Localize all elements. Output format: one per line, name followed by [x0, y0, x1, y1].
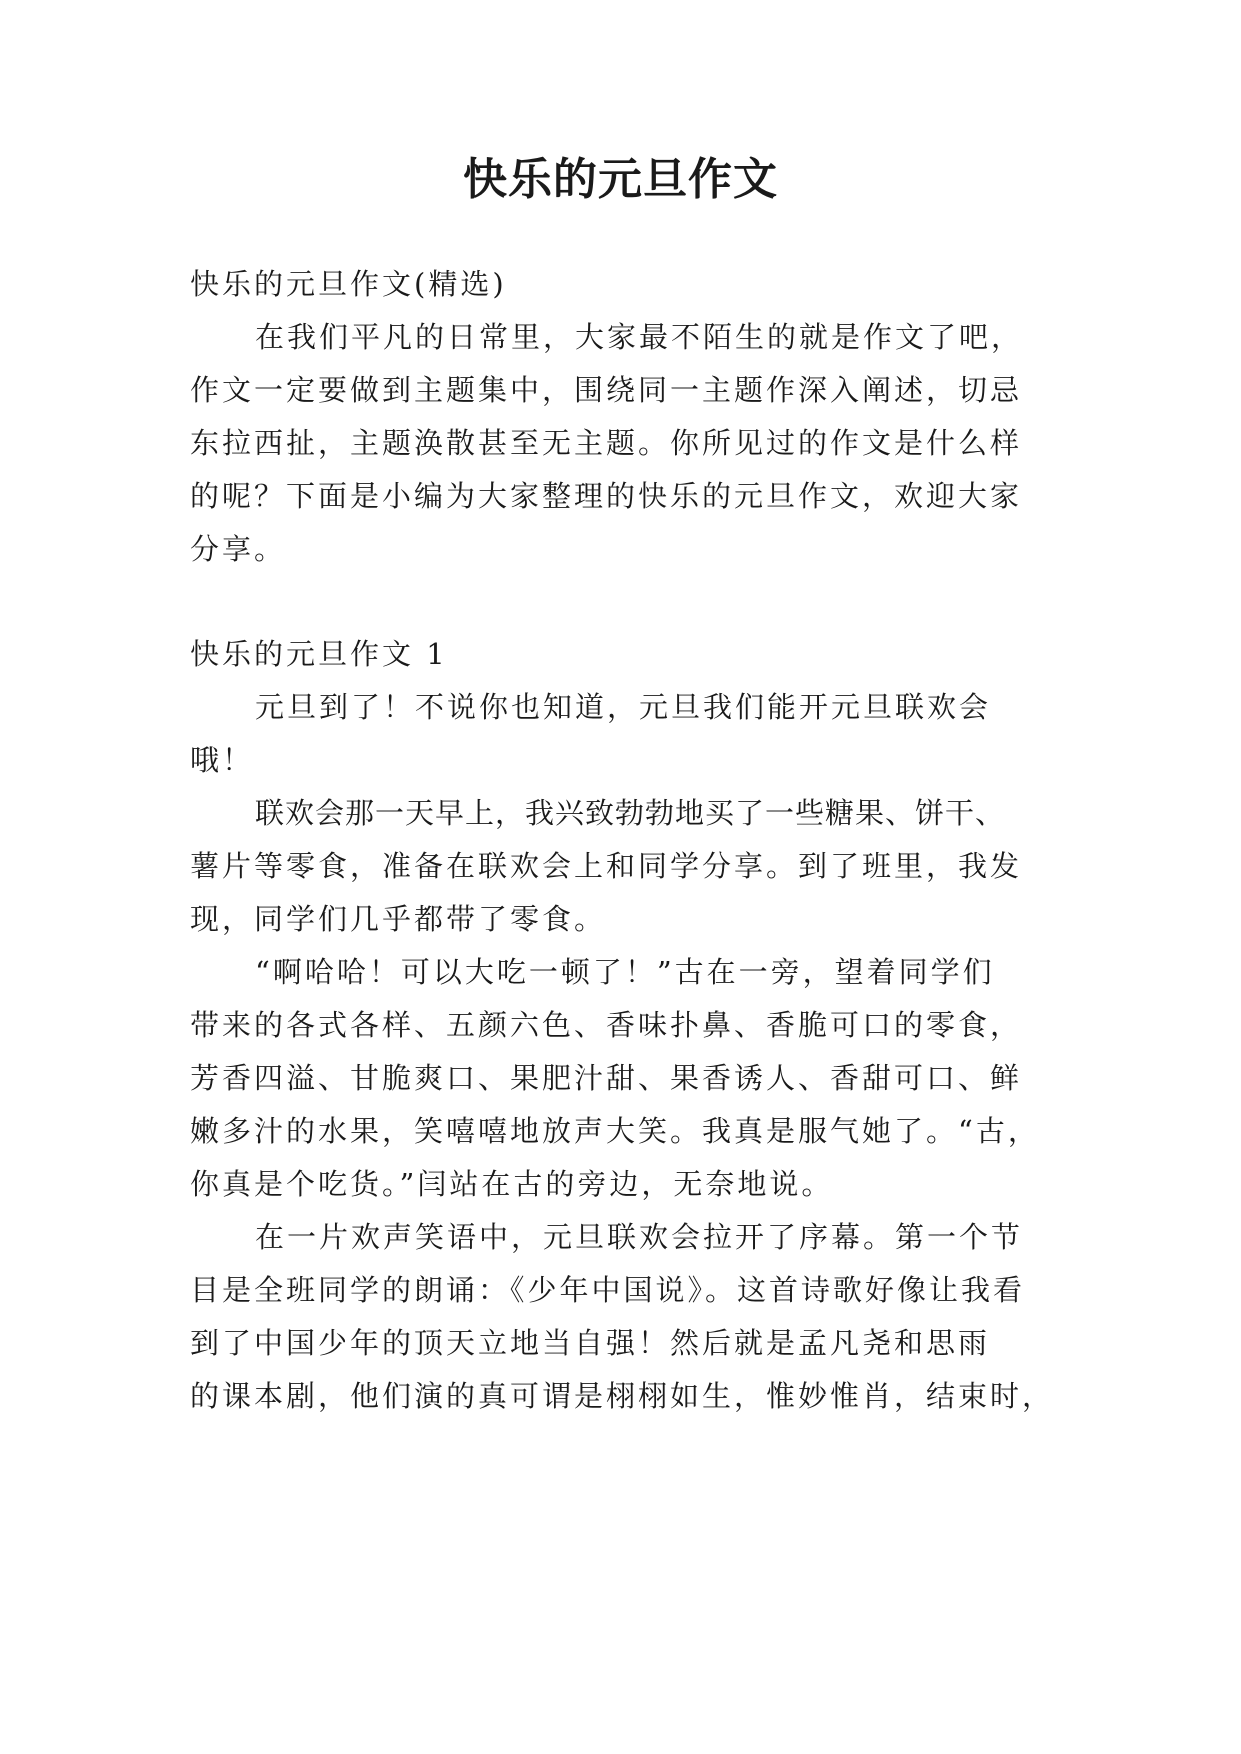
paragraph-line: 你真是个吃货。”闫站在古的旁边，无奈地说。: [190, 1167, 834, 1201]
paragraph-line: 的课本剧，他们演的真可谓是栩栩如生，惟妙惟肖，结束时，: [190, 1379, 1055, 1413]
paragraph-line: 嫩多汁的水果，笑嘻嘻地放声大笑。我真是服气她了。“古，: [190, 1114, 1040, 1148]
paragraph-line: 东拉西扯，主题涣散甚至无主题。你所见过的作文是什么样: [190, 426, 1023, 460]
paragraph-line: 带来的各式各样、五颜六色、香味扑鼻、香脆可口的零食，: [190, 1008, 1023, 1042]
paragraph-line: 目是全班同学的朗诵：《少年中国说》。这首诗歌好像让我看: [190, 1273, 1026, 1307]
section-heading: 快乐的元旦作文 1: [190, 637, 448, 671]
paragraph-line: 分享。: [190, 532, 287, 566]
section-heading: 快乐的元旦作文(精选): [190, 267, 507, 301]
paragraph-line: 联欢会那一天早上，我兴致勃勃地买了一些糖果、饼干、: [255, 796, 1006, 830]
paragraph-line: 在一片欢声笑语中，元旦联欢会拉开了序幕。第一个节: [255, 1220, 1024, 1254]
paragraph-line: 到了中国少年的顶天立地当自强！然后就是孟凡尧和思雨: [190, 1326, 991, 1360]
paragraph-line: 哦！: [190, 743, 255, 777]
paragraph-line: 的呢？下面是小编为大家整理的快乐的元旦作文，欢迎大家: [190, 479, 1023, 513]
document-title: 快乐的元旦作文: [463, 154, 778, 205]
paragraph-line: 现，同学们几乎都带了零食。: [190, 902, 607, 936]
paragraph-line: 芳香四溢、甘脆爽口、果肥汁甜、果香诱人、香甜可口、鲜: [190, 1061, 1023, 1095]
paragraph-line: 元旦到了！不说你也知道，元旦我们能开元旦联欢会: [255, 690, 992, 724]
paragraph-line: “啊哈哈！可以大吃一顿了！”古在一旁，望着同学们: [255, 955, 995, 989]
paragraph-line: 薯片等零食，准备在联欢会上和同学分享。到了班里，我发: [190, 849, 1023, 883]
paragraph-line: 作文一定要做到主题集中，围绕同一主题作深入阐述，切忌: [190, 373, 1023, 407]
paragraph-line: 在我们平凡的日常里，大家最不陌生的就是作文了吧，: [255, 320, 1024, 354]
